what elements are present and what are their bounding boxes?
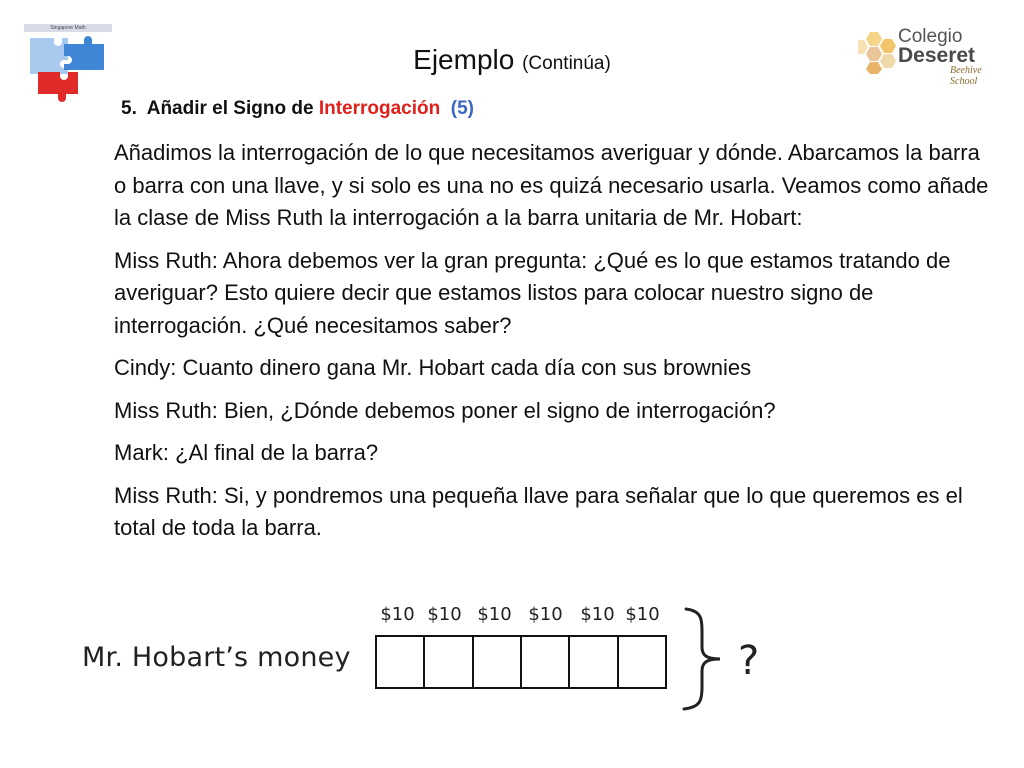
price-label: $10	[625, 604, 660, 625]
paragraph: Miss Ruth: Si, y pondremos una pequeña llave para señalar que lo que queremos es el total de toda la barra.	[114, 482, 963, 540]
diagram-label: Mr. Hobart’s money	[82, 642, 351, 673]
title-sub: (Continúa)	[522, 53, 611, 74]
step-highlight: Interrogación	[318, 98, 441, 119]
price-label: $10	[580, 604, 615, 625]
bar-unit	[425, 637, 473, 687]
step-text: Añadir el Signo de	[146, 98, 314, 119]
bar-unit	[570, 637, 618, 687]
bar-unit	[474, 637, 522, 687]
bar-unit	[377, 637, 425, 687]
step-number: 5.	[121, 98, 137, 119]
paragraph: Miss Ruth: Ahora debemos ver la gran pregunta: ¿Qué es lo que estamos tratando de averiguar? Esto quiere decir que estamos listos para colocar nuestro signo de interrogación. ¿Qué necesitamos saber?	[114, 247, 951, 338]
bar-unit	[522, 637, 570, 687]
price-label: $10	[380, 604, 415, 625]
paragraph: Cindy: Cuanto dinero gana Mr. Hobart cada día con sus brownies	[114, 355, 752, 380]
paragraph: Miss Ruth: Bien, ¿Dónde debemos poner el signo de interrogación?	[114, 397, 776, 423]
price-label: $10	[477, 604, 512, 625]
unit-bar	[375, 635, 667, 689]
price-label: $10	[528, 604, 563, 625]
title-main: Ejemplo	[413, 44, 515, 75]
step-heading	[121, 98, 474, 120]
paragraph: Mark: ¿Al final de la barra?	[114, 440, 379, 465]
logo-line2: Deseret	[898, 44, 976, 67]
honeycomb-icon	[858, 30, 898, 74]
body-text	[114, 137, 994, 555]
bar-unit	[619, 637, 665, 687]
colegio-deseret-logo	[858, 24, 1004, 87]
logo-tagline: Beehive School	[950, 65, 982, 87]
step-count: (5)	[450, 98, 475, 119]
paragraph: Añadimos la interrogación de lo que necesitamos averiguar y dónde. Abarcamos la barra o barra con una llave, y si solo es una no es quizá necesario usarla. Veamos como añade la clase de Miss Ruth la interrogación a la barra unitaria de Mr. Hobart:	[114, 140, 989, 230]
price-label: $10	[427, 604, 462, 625]
logo-line1: Colegio	[898, 26, 963, 47]
right-brace-icon	[680, 605, 730, 713]
question-mark: ?	[738, 638, 760, 684]
logo-header-text: Singapore Math	[50, 25, 86, 31]
